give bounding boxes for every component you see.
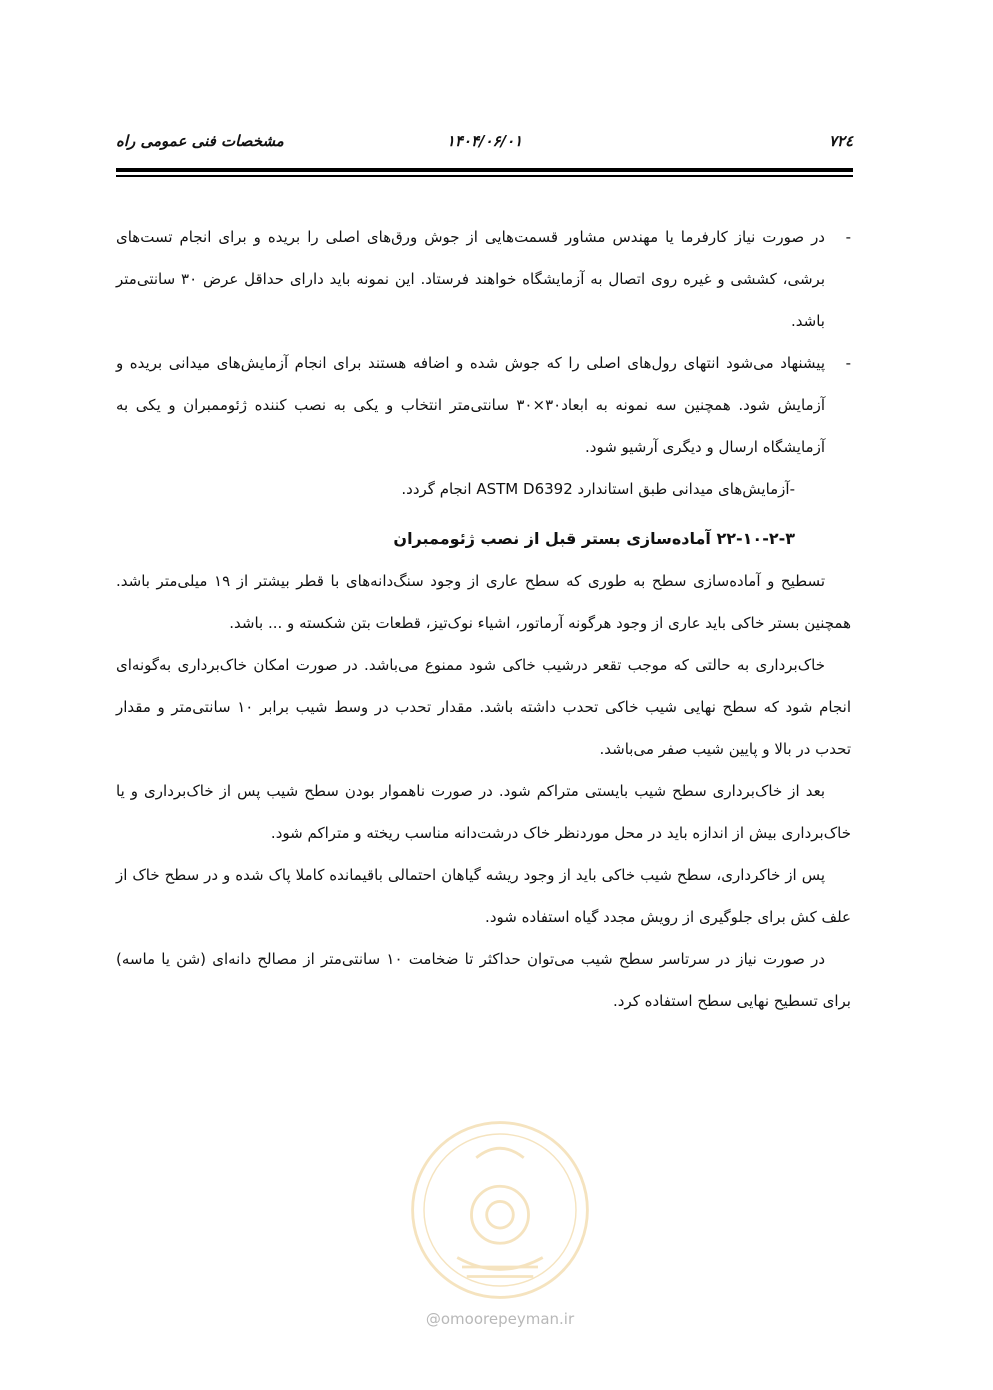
bullet-item (116, 342, 851, 468)
watermark-credit: @omoorepeyman.ir (425, 1310, 575, 1328)
book-title: مشخصات فنی عمومی راه (116, 132, 284, 150)
body-paragraph: خاک‌برداری به حالتی که موجب تقعر درشیب خاکی شود ممنوع می‌باشد. در صورت امکان خاک‌برداری به‌گونه‌ای انجام شود که سطح نهایی شیب خاکی تحدب داشته باشد. مقدار تحدب در وسط شیب برابر ۱۰ سانتی‌متر و مقدار تحدب در بالا و پایین شیب صفر می‌باشد. (116, 656, 851, 758)
bullet-item (116, 216, 851, 342)
bullet-dash: - (845, 228, 851, 246)
body-paragraph: بعد از خاک‌برداری سطح شیب بایستی متراکم شود. در صورت ناهموار بودن سطح شیب پس از خاک‌برداری و یا خاک‌برداری بیش از اندازه باید در محل موردنظر خاک درشت‌دانه مناسب ریخته و متراکم شود. (116, 782, 851, 842)
page-header (116, 130, 853, 160)
bullet-dash: - (845, 354, 851, 372)
body-paragraph: پس از خاکرداری، سطح شیب خاکی باید از وجود ریشه گیاهان احتمالی باقیمانده کاملا پاک شده و در سطح خاک از علف کش برای جلوگیری از رویش مجدد گیاه استفاده شود. (116, 866, 851, 926)
page-body (116, 216, 851, 1022)
page-number: ۷۲٤ (828, 132, 853, 150)
bullet-text: پیشنهاد می‌شود انتهای رول‌های اصلی را که جوش شده و اضافه هستند برای انجام آزمایش‌های میدانی بریده و آزمایش شود. همچنین سه نمونه به ابعاد۳۰×۳۰ سانتی‌متر انتخاب و یکی به نصب کننده ژئوممبران و یکی به آزمایشگاه ارسال و دیگری آرشیو شود. (116, 354, 825, 456)
header-rule-thin (116, 175, 853, 177)
body-paragraph: تسطیح و آماده‌سازی سطح به طوری که سطح عاری از وجود سنگ‌دانه‌های با قطر بیشتر از ۱۹ میلی‌متر باشد. همچنین بستر خاکی باید عاری از وجود هرگونه آرماتور، اشیاء نوک‌تیز، قطعات بتن شکسته و ... باشد. (116, 572, 851, 632)
section-heading: ۲۲-۱۰-۲-۳ آماده‌سازی بستر قبل از نصب ژئوممبران (393, 529, 795, 548)
astm-note: -آزمایش‌های میدانی طبق استاندارد ASTM D6392 انجام گردد. (401, 480, 795, 498)
header-date: ۱۴۰۴/۰۶/۰۱ (446, 132, 523, 150)
header-rule-thick (116, 168, 853, 172)
body-paragraph: در صورت نیاز در سرتاسر سطح شیب می‌توان حداکثر تا ضخامت ۱۰ سانتی‌متر از مصالح دانه‌ای (شن یا ماسه) برای تسطیح نهایی سطح استفاده کرد. (116, 950, 851, 1010)
bullet-text: در صورت نیاز کارفرما یا مهندس مشاور قسمت‌هایی از جوش ورق‌های اصلی را بریده و برای انجام تست‌های برشی، کششی و غیره روی اتصال به آزمایشگاه خواهند فرستاد. این نمونه باید دارای حداقل عرض ۳۰ سانتی‌متر باشد. (116, 228, 825, 330)
watermark-seal-icon (405, 1115, 595, 1305)
